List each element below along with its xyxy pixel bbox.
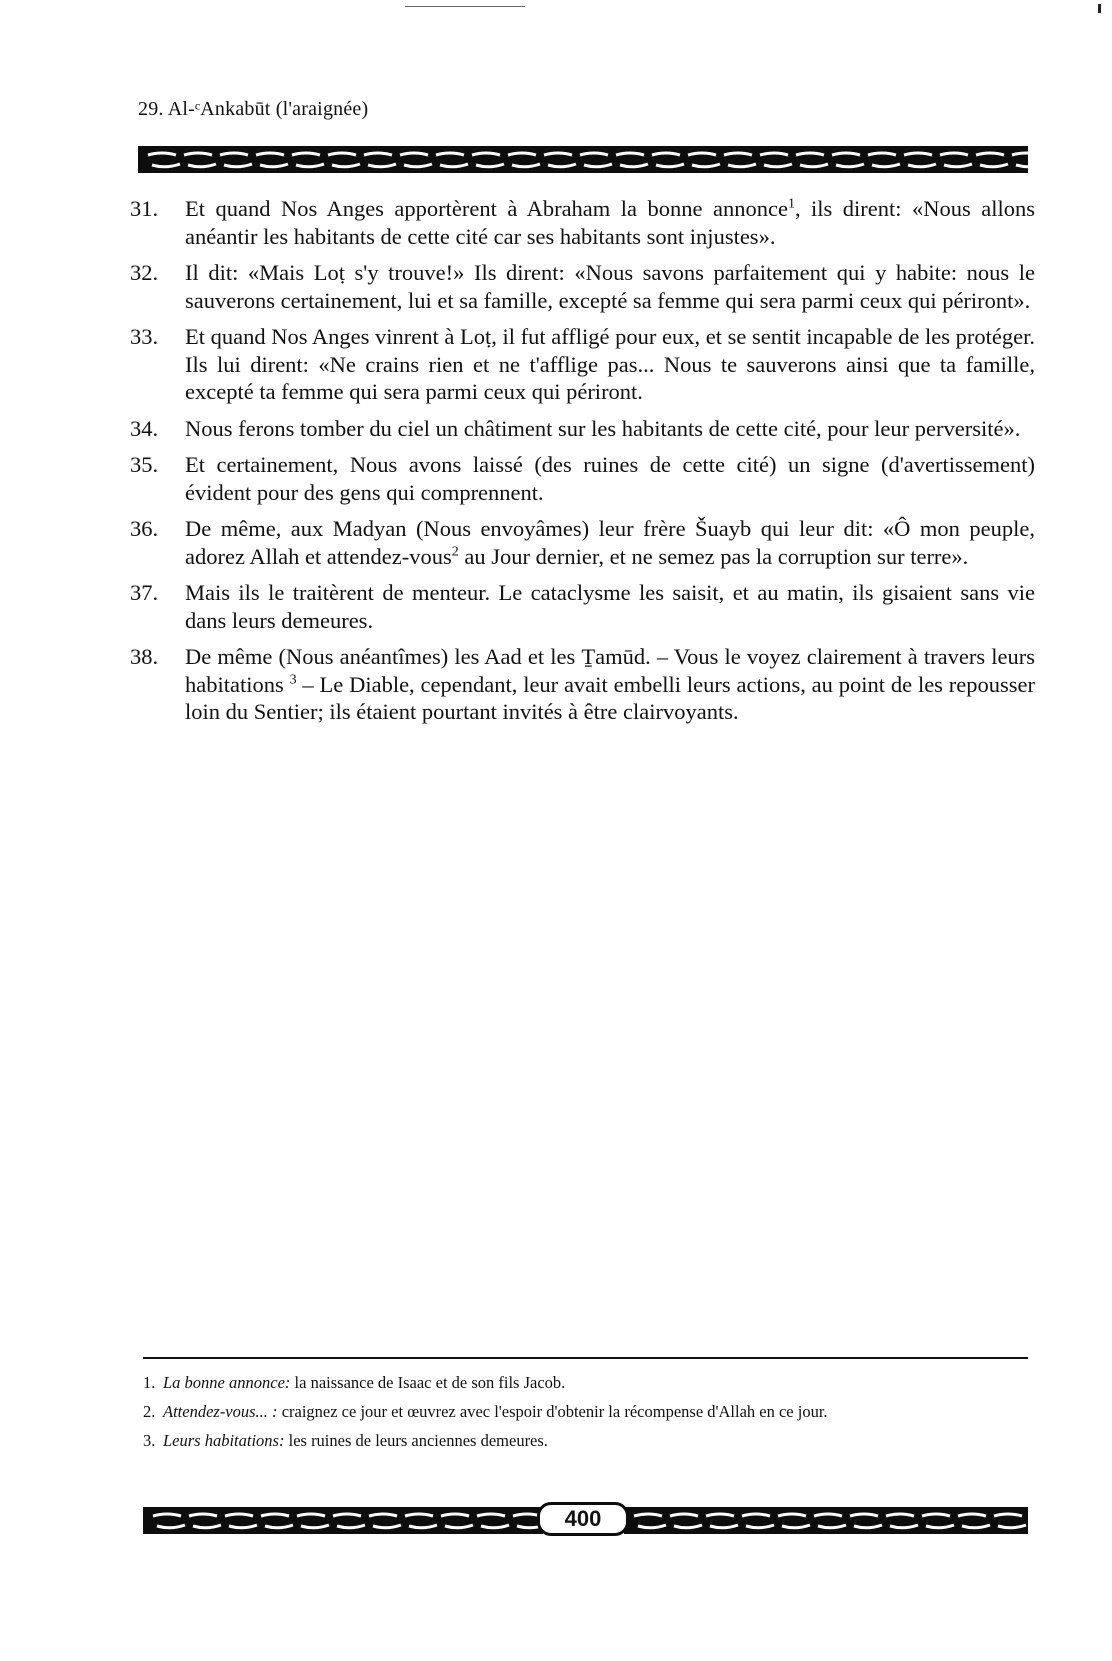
footnote-list — [143, 1372, 1028, 1459]
verse-31 — [130, 195, 1035, 250]
verse-37 — [130, 579, 1035, 634]
footnote-number: 1. — [143, 1373, 156, 1392]
verse-number: 34. — [130, 415, 159, 441]
verse-35 — [130, 451, 1035, 506]
verse-text: Il dit: «Mais Loṭ s'y trouve!» Ils dirent: «Nous savons parfaitement qui y habite: nous le sauverons certainement, lui et sa famille, excepté sa femme qui sera parmi ceux qui périront». — [185, 260, 1035, 313]
ornament-pattern — [138, 146, 1028, 173]
verse-text: Mais ils le traitèrent de menteur. Le cataclysme les saisit, et au matin, ils gisaient sans vie dans leurs demeures. — [185, 580, 1035, 633]
verse-number: 36. — [130, 516, 159, 541]
chapter-header: 29. Al-ᶜAnkabūt (l'araignée) — [138, 98, 369, 120]
footnote-ref[interactable]: 3 — [289, 672, 297, 687]
ornament-pattern — [143, 1507, 543, 1534]
verse-list — [130, 195, 1035, 735]
ornament-pattern — [624, 1507, 1028, 1534]
footnote-number: 2. — [143, 1402, 156, 1421]
verse-32 — [130, 259, 1035, 314]
top-rule — [405, 6, 525, 7]
bottom-ornament-band-left — [143, 1507, 543, 1534]
corner-mark — [1098, 4, 1101, 13]
verse-number: 38. — [130, 644, 159, 669]
page-number: 400 — [537, 1502, 629, 1536]
verse-number: 35. — [130, 452, 159, 477]
verse-34 — [130, 415, 1035, 443]
footnote-1 — [143, 1372, 1028, 1393]
footnote-text: Leurs habitations: les ruines de leurs anciennes demeures. — [163, 1431, 548, 1450]
footnote-2 — [143, 1401, 1028, 1422]
footnote-divider — [143, 1357, 1028, 1359]
verse-33 — [130, 323, 1035, 406]
verse-text: Et certainement, Nous avons laissé (des ruines de cette cité) un signe (d'avertissement) évident pour des gens qui comprennent. — [185, 452, 1035, 505]
verse-number: 32. — [130, 260, 159, 285]
footnote-number: 3. — [143, 1431, 156, 1450]
verse-number: 31. — [130, 196, 159, 221]
verse-text: Nous ferons tomber du ciel un châtiment sur les habitants de cette cité, pour leur perversité». — [185, 415, 1021, 441]
top-ornament-band — [138, 146, 1028, 173]
verse-number: 33. — [130, 324, 159, 349]
footnote-text: La bonne annonce: la naissance de Isaac et de son fils Jacob. — [163, 1373, 566, 1392]
verse-text: Et quand Nos Anges apportèrent à Abraham la bonne annonce$^1$, ils dirent: «Nous allons anéantir les habitants de cette cité car ses habitants sont injustes». — [185, 196, 1035, 249]
verse-text: Et quand Nos Anges vinrent à Loṭ, il fut affligé pour eux, et se sentit incapable de les protéger. Ils lui dirent: «Ne crains rien et ne t'afflige pas... Nous te sauverons ainsi que ta famille, excepté ta femme qui sera parmi ceux qui périront. — [185, 324, 1035, 404]
footnote-text: Attendez-vous... : craignez ce jour et œuvrez avec l'espoir d'obtenir la récompense d'Allah en ce jour. — [163, 1402, 828, 1421]
footnote-ref[interactable]: 1 — [787, 196, 795, 212]
verse-number: 37. — [130, 580, 159, 605]
verse-text: De même, aux Madyan (Nous envoyâmes) leur frère Šuayb qui leur dit: «Ô mon peuple, adorez Allah et attendez-vous$^2$ au Jour dernier, et ne semez pas la corruption sur terre». — [185, 516, 1035, 569]
footnote-ref[interactable]: 2 — [451, 544, 459, 559]
footnote-3 — [143, 1430, 1028, 1451]
verse-36 — [130, 515, 1035, 570]
verse-38 — [130, 643, 1035, 726]
bottom-ornament-band-right — [624, 1507, 1028, 1534]
verse-text: De même (Nous anéantîmes) les Aad et les Ṯamūd. – Vous le voyez clairement à travers leurs habitations $^3$ – Le Diable, cependant, leur avait embelli leurs actions, au point de les repousser loin du Sentier; ils étaient pourtant invités à être clairvoyants. — [185, 644, 1035, 724]
